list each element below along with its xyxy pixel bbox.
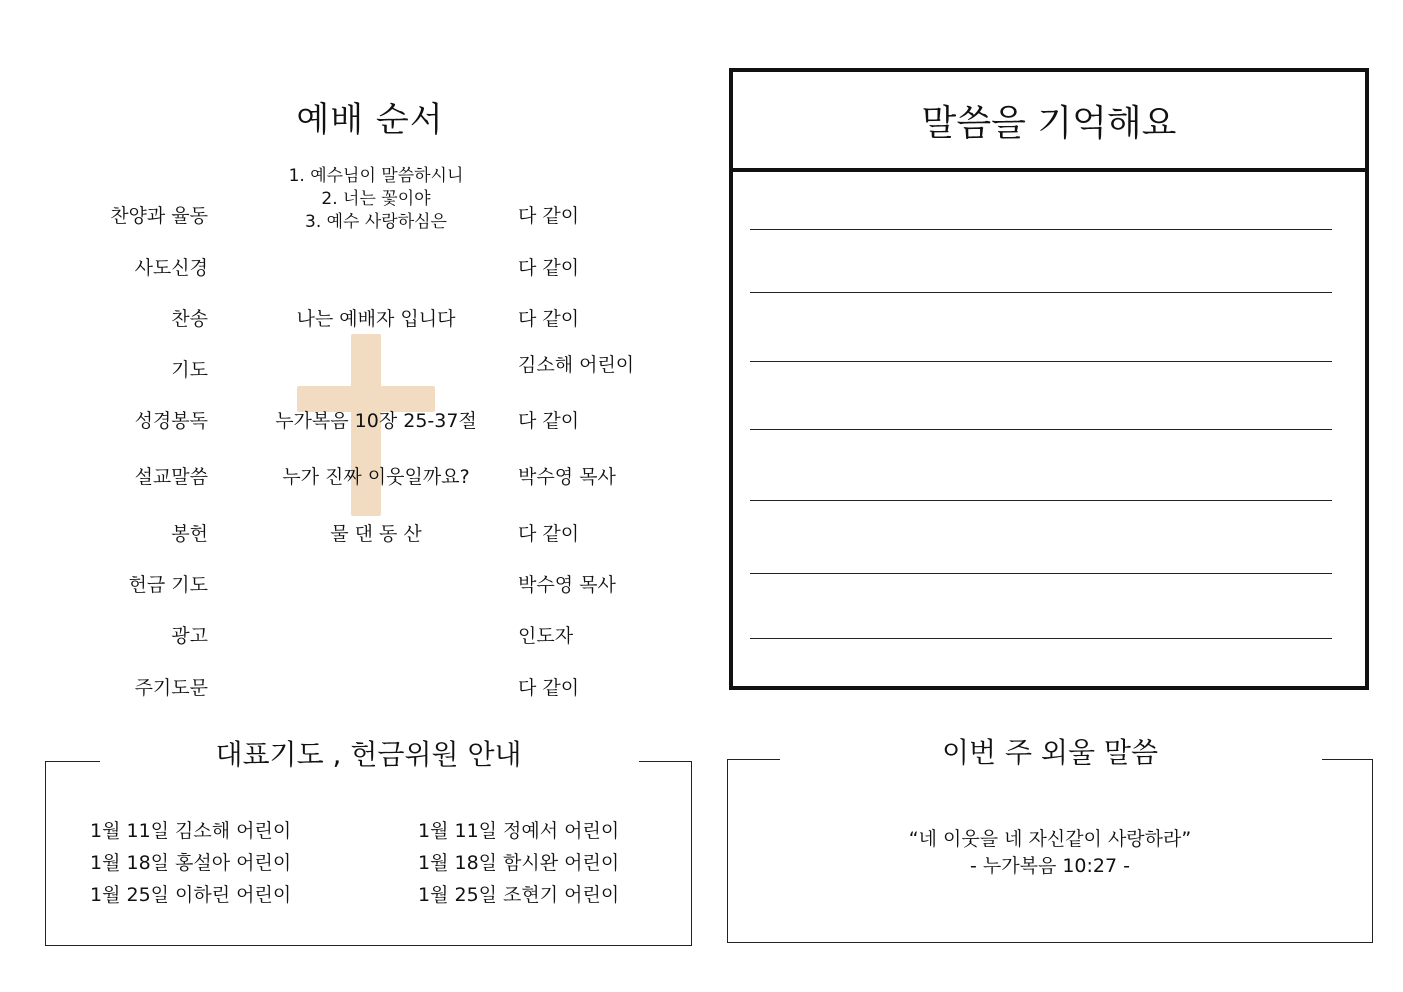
order-content-reading: 누가복음 10장 25-37절 bbox=[275, 410, 477, 432]
hymn-item: 1. 예수님이 말씀하시니 bbox=[288, 166, 464, 186]
order-content-offering: 물 댄 동 산 bbox=[330, 523, 422, 545]
order-leader-praise: 다 같이 bbox=[518, 205, 580, 227]
order-content-sermon: 누가 진짜 이웃일까요? bbox=[282, 466, 470, 488]
order-label-creed: 사도신경 bbox=[134, 257, 208, 279]
hymn-list bbox=[250, 165, 502, 234]
order-leader-reading: 다 같이 bbox=[518, 410, 580, 432]
memory-verse-text: “네 이웃을 네 자신같이 사랑하라” bbox=[908, 828, 1192, 850]
prayer-schedule-row: 1월 25일 이하린 어린이 bbox=[90, 884, 292, 906]
order-label-reading: 성경봉독 bbox=[134, 410, 208, 432]
order-label-hymn: 찬송 bbox=[171, 308, 208, 330]
worship-order-title: 예배 순서 bbox=[296, 100, 444, 140]
prayer-schedule-row: 1월 18일 홍설아 어린이 bbox=[90, 852, 292, 874]
order-leader-announcements: 인도자 bbox=[518, 625, 574, 647]
memory-verse-reference: - 누가복음 10:27 - bbox=[969, 855, 1130, 877]
offering-schedule-row: 1월 11일 정예서 어린이 bbox=[418, 820, 620, 842]
note-line bbox=[750, 229, 1332, 230]
order-label-prayer: 기도 bbox=[171, 359, 208, 381]
prayer-schedule-row: 1월 11일 김소해 어린이 bbox=[90, 820, 292, 842]
order-leader-offering: 다 같이 bbox=[518, 523, 580, 545]
memory-verse-title: 이번 주 외울 말씀 bbox=[941, 736, 1159, 769]
order-content-hymn: 나는 예배자 입니다 bbox=[296, 308, 456, 330]
note-line bbox=[750, 361, 1332, 362]
order-label-lords-prayer: 주기도문 bbox=[134, 677, 208, 699]
offering-schedule-row: 1월 18일 함시완 어린이 bbox=[418, 852, 620, 874]
order-label-sermon: 설교말씀 bbox=[134, 466, 208, 488]
note-line bbox=[750, 429, 1332, 430]
note-line bbox=[750, 292, 1332, 293]
order-leader-prayer: 김소해 어린이 bbox=[518, 354, 635, 376]
notes-title: 말씀을 기억해요 bbox=[733, 72, 1365, 172]
notes-box bbox=[729, 68, 1369, 690]
note-line bbox=[750, 573, 1332, 574]
order-leader-creed: 다 같이 bbox=[518, 257, 580, 279]
order-label-announcements: 광고 bbox=[171, 625, 208, 647]
order-label-offering: 봉헌 bbox=[171, 523, 208, 545]
hymn-item: 2. 너는 꽃이야 bbox=[321, 189, 431, 209]
order-leader-sermon: 박수영 목사 bbox=[518, 466, 616, 488]
note-line bbox=[750, 500, 1332, 501]
order-leader-offering-prayer: 박수영 목사 bbox=[518, 574, 616, 596]
offering-schedule-row: 1월 25일 조현기 어린이 bbox=[418, 884, 620, 906]
order-label-offering-prayer: 헌금 기도 bbox=[128, 574, 208, 596]
prayer-offering-title: 대표기도 , 헌금위원 안내 bbox=[215, 738, 522, 771]
hymn-item: 3. 예수 사랑하심은 bbox=[305, 212, 447, 232]
order-label-praise: 찬양과 율동 bbox=[110, 205, 208, 227]
order-leader-lords-prayer: 다 같이 bbox=[518, 677, 580, 699]
order-leader-hymn: 다 같이 bbox=[518, 308, 580, 330]
note-line bbox=[750, 638, 1332, 639]
